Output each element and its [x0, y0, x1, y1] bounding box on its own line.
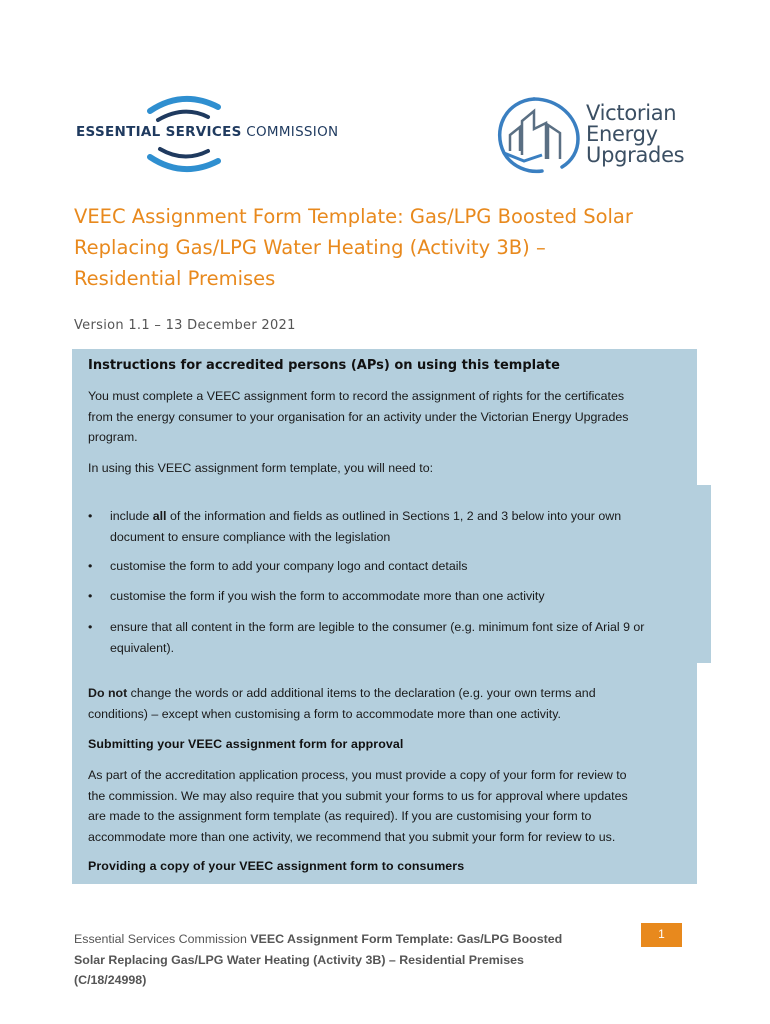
footer-ref: (C/18/24998): [74, 973, 147, 987]
veu-logo: [494, 95, 704, 175]
version-line: Version 1.1 – 13 December 2021: [74, 318, 296, 333]
esc-logo: [76, 93, 366, 175]
title-line-3: Residential Premises: [74, 267, 276, 290]
document-title: [74, 201, 694, 294]
esc-wordmark-light: COMMISSION: [246, 124, 339, 140]
veu-wordmark: [586, 103, 684, 166]
title-line-2: Replacing Gas/LPG Water Heating (Activity 3B) –: [74, 236, 546, 259]
page-number: 1: [641, 923, 682, 947]
intro-line-2: from the energy consumer to your organisation for an activity under the Victorian Energy Upgrades: [88, 409, 629, 424]
intro-line-1: You must complete a VEEC assignment form to record the assignment of rights for the certificates: [88, 389, 625, 403]
bullet-icon: •: [88, 559, 93, 573]
instructions-box-extension: [697, 485, 711, 663]
footer-org: Essential Services Commission: [74, 932, 247, 946]
footer-title-line1: VEEC Assignment Form Template: Gas/LPG Boosted: [250, 932, 563, 946]
bullet-icon: •: [88, 509, 93, 523]
title-line-1: VEEC Assignment Form Template: Gas/LPG Boosted Solar: [74, 205, 633, 228]
instructions-heading: Instructions for accredited persons (APs) on using this template: [88, 358, 560, 373]
instructions-lead-in: In using this VEEC assignment form template, you will need to:: [88, 461, 434, 475]
building-leaf-icon: [494, 95, 584, 177]
veu-wordmark-line1: Victorian: [586, 101, 677, 125]
page-footer: [74, 929, 674, 991]
submitting-heading: Submitting your VEEC assignment form for approval: [88, 737, 404, 751]
submitting-paragraph: As part of the accreditation application process, you must provide a copy of your form for review to the commission. We may also require that you submit your forms to us for approval where updates are made to the assignment form template (as required). If you are customising your form to accommodate more than one activity, we recommend that you submit your form for review to us.: [88, 768, 628, 844]
instructions-box: Instructions for accredited persons (APs) on using this template You must complete a VEEC assignment form to record the assignment of rights for the certificates from the energy consumer to your organisation for an activity under the Victorian Energy Upgrades program. In using this VEEC assignment form template, you will need to: • include all of the information and fields as outlined in Sections 1, 2 and 3 below into your own document to ensure compliance with the legislation • customise the form to add your company logo and contact details • customise the form if you wish the form to accommodate more than one activity • ensure that all content in the form are legible to the consumer (e.g. minimum font size of Arial 9 or equivalent). Do not change the words or add additional items to the declaration (e.g. your own terms and conditions) – except when customising a form to accommodate more than one activity. Submitting your VEEC assignment form for approval As part of the accreditation application process, you must provide a copy of your form for review to the commission. We may also require that you submit your forms to us for approval where updates are made to the assignment form template (as required). If you are customising your form to accommodate more than one activity, we recommend that you submit your form for review to us. Providing a copy of your VEEC assignment form to consumers: [72, 349, 697, 884]
providing-heading: Providing a copy of your VEEC assignment form to consumers: [88, 859, 465, 873]
veu-wordmark-line2: Energy: [586, 122, 658, 146]
instructions-intro: [88, 386, 628, 448]
bullet-icon: •: [88, 620, 93, 634]
do-not-paragraph: Do not change the words or add additional items to the declaration (e.g. your own terms and conditions) – except when customising a form to accommodate more than one activity.: [88, 686, 596, 721]
footer-title-line2: Solar Replacing Gas/LPG Water Heating (Activity 3B) – Residential Premises: [74, 952, 524, 967]
bullet-icon: •: [88, 589, 93, 603]
intro-line-3: program.: [88, 430, 138, 444]
veu-wordmark-line3: Upgrades: [586, 143, 685, 167]
esc-wordmark: [76, 124, 338, 140]
esc-wordmark-bold: ESSENTIAL SERVICES: [76, 124, 242, 140]
